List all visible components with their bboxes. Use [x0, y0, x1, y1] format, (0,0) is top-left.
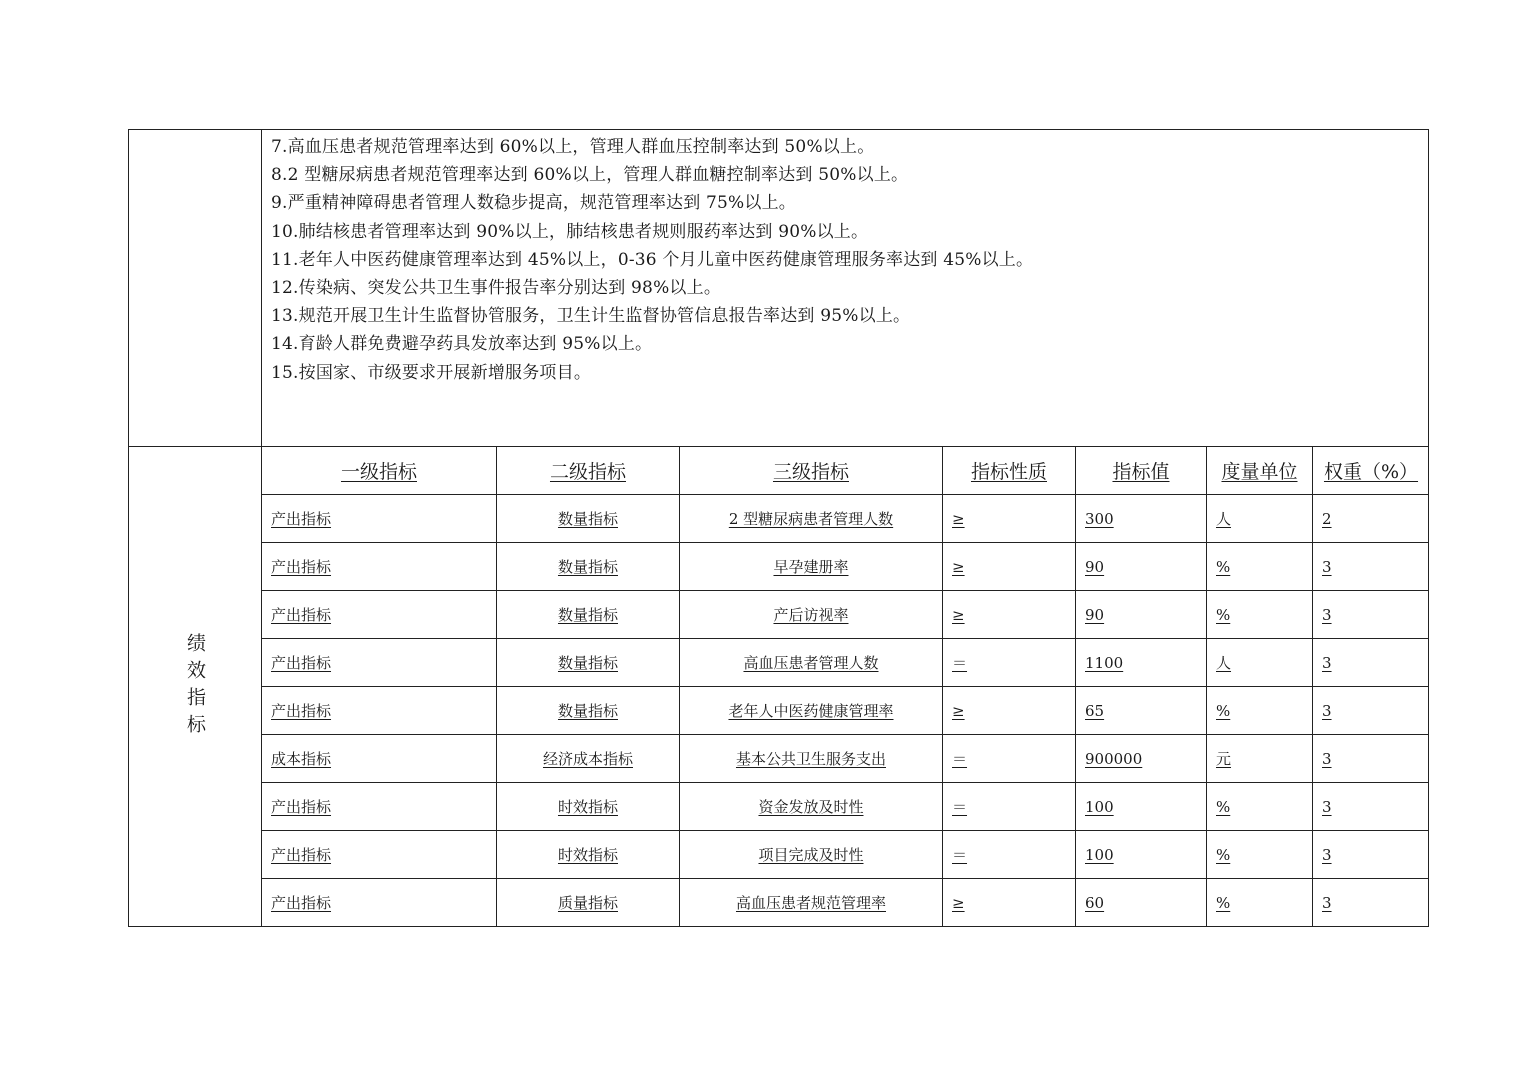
table-cell-unit: %	[1216, 557, 1231, 576]
performance-section-label	[128, 446, 261, 927]
table-cell-weight: 2	[1322, 509, 1332, 528]
table-cell-nature: ≥	[952, 557, 965, 576]
table-cell-value: 65	[1085, 701, 1105, 720]
goal-item: 14.育龄人群免费避孕药具发放率达到 95%以上。	[271, 334, 653, 355]
table-cell-unit: 元	[1216, 750, 1232, 768]
table-cell-value: 90	[1085, 605, 1105, 624]
table-header-unit: 度量单位	[1221, 461, 1298, 483]
table-header-level2: 二级指标	[549, 461, 626, 483]
goal-item: 10.肺结核患者管理率达到 90%以上，肺结核患者规则服药率达到 90%以上。	[271, 221, 869, 242]
table-cell-value: 100	[1085, 797, 1114, 816]
table-cell-nature: ＝	[952, 750, 968, 768]
table-cell-level3: 资金发放及时性	[758, 798, 864, 816]
table-cell-level1: 产出指标	[271, 654, 332, 672]
table-cell-unit: %	[1216, 701, 1231, 720]
table-cell-weight: 3	[1322, 749, 1332, 768]
goal-item: 13.规范开展卫生计生监督协管服务，卫生计生监督协管信息报告率达到 95%以上。	[271, 306, 911, 327]
table-cell-level2: 时效指标	[557, 798, 618, 816]
table-cell-nature: ＝	[952, 654, 968, 672]
table-cell-level2: 数量指标	[557, 558, 618, 576]
goal-item: 12.传染病、突发公共卫生事件报告率分别达到 98%以上。	[271, 278, 722, 299]
table-cell-unit: 人	[1216, 654, 1232, 672]
table-cell-weight: 3	[1322, 653, 1332, 672]
table-cell-level2: 时效指标	[557, 846, 618, 864]
table-cell-value: 100	[1085, 845, 1114, 864]
table-cell-level2: 质量指标	[557, 894, 618, 912]
table-cell-weight: 3	[1322, 605, 1332, 624]
table-cell-weight: 3	[1322, 893, 1332, 912]
goal-item: 9.严重精神障碍患者管理人数稳步提高，规范管理率达到 75%以上。	[271, 193, 797, 214]
table-cell-level2: 数量指标	[557, 654, 618, 672]
goals-list	[271, 133, 1421, 387]
goal-item: 8.2 型糖尿病患者规范管理率达到 60%以上，管理人群血糖控制率达到 50%以上。	[271, 165, 909, 186]
table-cell-level2: 数量指标	[557, 510, 618, 528]
table-cell-level1: 产出指标	[271, 894, 332, 912]
table-header-value: 指标值	[1112, 461, 1170, 483]
table-cell-nature: ＝	[952, 846, 968, 864]
table-cell-level1: 产出指标	[271, 702, 332, 720]
table-cell-nature: ≥	[952, 893, 965, 912]
table-cell-nature: ≥	[952, 701, 965, 720]
table-cell-value: 60	[1085, 893, 1105, 912]
goal-item: 7.高血压患者规范管理率达到 60%以上，管理人群血压控制率达到 50%以上。	[271, 137, 875, 157]
table-cell-value: 1100	[1085, 653, 1124, 672]
table-cell-level1: 产出指标	[271, 798, 332, 816]
table-cell-nature: ≥	[952, 605, 965, 624]
table-cell-weight: 3	[1322, 701, 1332, 720]
table-cell-level2: 经济成本指标	[542, 750, 633, 768]
table-cell-value: 900000	[1085, 749, 1143, 768]
table-header-nature: 指标性质	[970, 461, 1047, 483]
table-cell-value: 300	[1085, 509, 1114, 528]
goal-item: 15.按国家、市级要求开展新增服务项目。	[271, 362, 592, 383]
table-cell-level1: 产出指标	[271, 606, 332, 624]
table-cell-value: 90	[1085, 557, 1105, 576]
table-cell-nature: ＝	[952, 798, 968, 816]
table-header-weight: 权重（%）	[1323, 461, 1419, 483]
table-cell-unit: %	[1216, 797, 1231, 816]
table-cell-level3: 项目完成及时性	[758, 846, 864, 864]
table-cell-unit: %	[1216, 893, 1231, 912]
table-cell-unit: %	[1216, 845, 1231, 864]
table-cell-level3: 高血压患者规范管理率	[735, 894, 886, 912]
table-cell-level3: 高血压患者管理人数	[743, 654, 879, 672]
table-cell-level3: 早孕建册率	[773, 558, 849, 576]
table-cell-level2: 数量指标	[557, 606, 618, 624]
table-cell-level1: 产出指标	[271, 846, 332, 864]
table-cell-level3: 产后访视率	[773, 606, 849, 624]
section-label-text: 绩效指标	[184, 632, 206, 741]
table-cell-level1: 成本指标	[271, 750, 332, 768]
goal-item: 11.老年人中医药健康管理率达到 45%以上，0-36 个月儿童中医药健康管理服务率达到 45%以上。	[271, 249, 1034, 270]
table-header-level3: 三级指标	[772, 461, 849, 483]
table-cell-level2: 数量指标	[557, 702, 618, 720]
table-cell-unit: 人	[1216, 510, 1232, 528]
table-cell-nature: ≥	[952, 509, 965, 528]
table-cell-level3: 2 型糖尿病患者管理人数	[728, 510, 894, 528]
table-header-level1: 一级指标	[340, 461, 417, 483]
table-cell-weight: 3	[1322, 557, 1332, 576]
table-cell-weight: 3	[1322, 797, 1332, 816]
table-cell-weight: 3	[1322, 845, 1332, 864]
table-cell-level3: 基本公共卫生服务支出	[735, 750, 886, 768]
table-cell-level1: 产出指标	[271, 510, 332, 528]
table-cell-level3: 老年人中医药健康管理率	[728, 702, 894, 720]
table-cell-level1: 产出指标	[271, 558, 332, 576]
table-cell-unit: %	[1216, 605, 1231, 624]
